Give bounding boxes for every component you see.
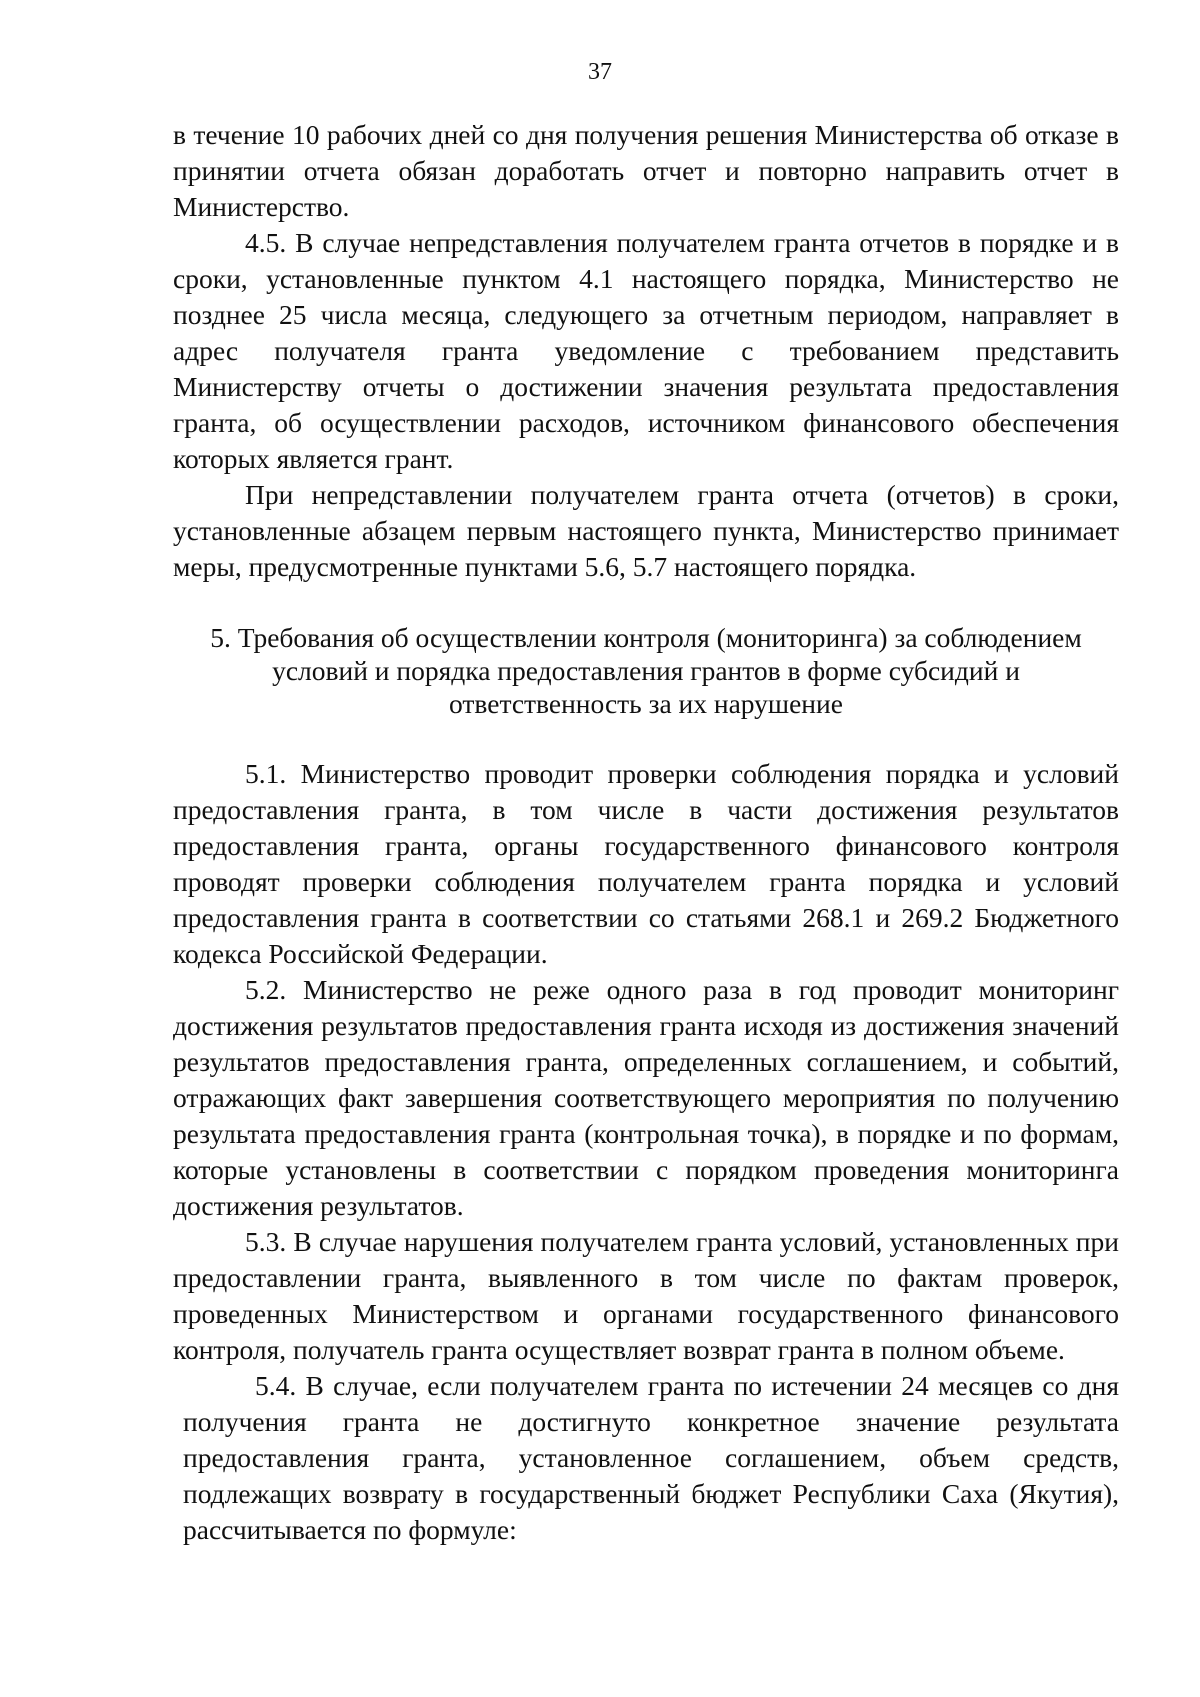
paragraph-5-4: 5.4. В случае, если получателем гранта по истечении 24 месяцев со дня получения гранта не достигнуто конкретное значение результата предоставления гранта, установленное соглашением, объем средств, подлежащих возврату в государственный бюджет Республики Саха (Якутия), рассчитывается по формуле: [183,1370,1119,1545]
paragraph-5-3: 5.3. В случае нарушения получателем гранта условий, установленных при предоставлении гранта, выявленного в том числе по фактам проверок, проведенных Министерством и органами государственного финансового контроля, получатель гранта осуществляет возврат гранта в полном объеме. [173,1226,1119,1365]
paragraph-4-5: 4.5. В случае непредставления получателем гранта отчетов в порядке и в сроки, установленные пунктом 4.1 настоящего порядка, Министерство не позднее 25 числа месяца, следующего за отчетным периодом, направляет в адрес получателя гранта уведомление с требованием представить Министерству отчеты о достижении значения результата предоставления гранта, об осуществлении расходов, источником финансового обеспечения которых является грант. [173,227,1119,474]
paragraph-5-2: 5.2. Министерство не реже одного раза в год проводит мониторинг достижения результатов предоставления гранта исходя из достижения значений результатов предоставления гранта, определенных соглашением, и событий, отражающих факт завершения соответствующего мероприятия по получению результата предоставления гранта (контрольная точка), в порядке и по формам, которые установлены в соответствии с порядком проведения мониторинга достижения результатов. [173,974,1119,1221]
section-5-heading: 5. Требования об осуществлении контроля (мониторинга) за соблюдением условий и порядка предоставления грантов в форме субсидий и ответственность за их нарушение [210,622,1082,719]
paragraph-5-1: 5.1. Министерство проводит проверки соблюдения порядка и условий предоставления гранта, в том числе в части достижения результатов предоставления гранта, органы государственного финансового контроля проводят проверки соблюдения получателем гранта порядка и условий предоставления гранта в соответствии со статьями 268.1 и 269.2 Бюджетного кодекса Российской Федерации. [173,758,1119,969]
document-body [173,117,1119,1548]
paragraph-continuation: в течение 10 рабочих дней со дня получения решения Министерства об отказе в принятии отчета обязан доработать отчет и повторно направить отчет в Министерство. [173,119,1119,222]
paragraph-4-5-second: При непредставлении получателем гранта отчета (отчетов) в сроки, установленные абзацем первым настоящего пункта, Министерство принимает меры, предусмотренные пунктами 5.6, 5.7 настоящего порядка. [173,479,1119,582]
page-number: 37 [588,59,612,85]
